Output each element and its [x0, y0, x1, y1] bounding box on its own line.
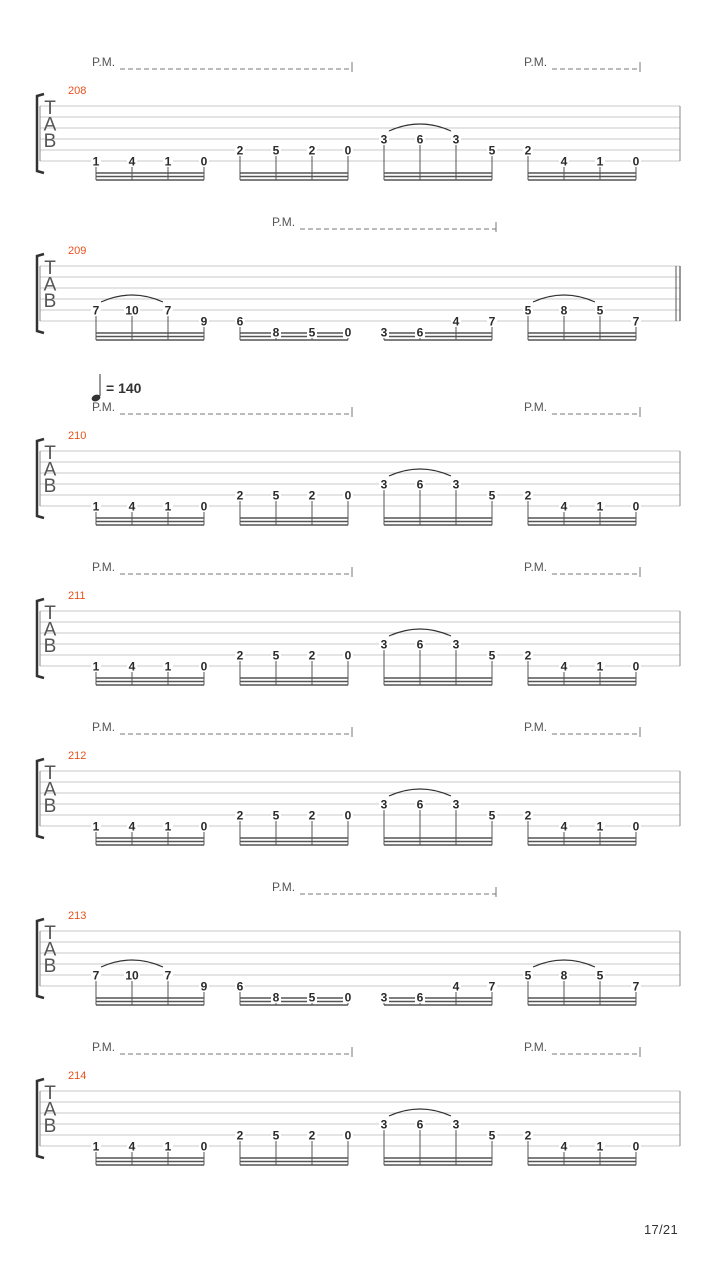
fret-number: 1 — [164, 819, 172, 834]
fret-number: 7 — [92, 303, 100, 318]
fret-number: 6 — [416, 477, 424, 492]
tab-clef-letter: T — [44, 763, 56, 784]
palm-mute-label: P.M. — [272, 880, 296, 894]
fret-number: 1 — [596, 154, 604, 169]
fret-number: 0 — [632, 1139, 640, 1154]
fret-number: 6 — [416, 132, 424, 147]
fret-number: 2 — [308, 808, 316, 823]
fret-number: 5 — [524, 303, 532, 318]
tab-clef-letter: T — [44, 98, 56, 119]
fret-number: 5 — [596, 968, 604, 983]
fret-number: 3 — [452, 132, 460, 147]
measure-number: 214 — [68, 1070, 87, 1082]
fret-number: 6 — [236, 979, 244, 994]
fret-number: 7 — [632, 979, 640, 994]
fret-number: 2 — [236, 488, 244, 503]
fret-number: 5 — [488, 143, 496, 158]
fret-number: 2 — [236, 1128, 244, 1143]
fret-number: 1 — [596, 659, 604, 674]
fret-number: 2 — [524, 648, 532, 663]
fret-number: 5 — [488, 808, 496, 823]
fret-number: 10 — [125, 303, 139, 318]
tab-clef-letter: A — [43, 459, 57, 481]
fret-number: 6 — [416, 1117, 424, 1132]
fret-number: 0 — [200, 819, 208, 834]
fret-number: 5 — [272, 648, 280, 663]
fret-number: 5 — [596, 303, 604, 318]
fret-number: 7 — [164, 968, 172, 983]
fret-number: 4 — [128, 154, 136, 169]
tab-clef-letter: B — [43, 291, 57, 312]
fret-number: 0 — [200, 1139, 208, 1154]
tab-clef-letter: A — [43, 114, 57, 136]
fret-number: 5 — [272, 143, 280, 158]
fret-number: 6 — [416, 637, 424, 652]
fret-number: 7 — [632, 314, 640, 329]
palm-mute-label: P.M. — [92, 400, 116, 414]
palm-mute-label: P.M. — [524, 400, 548, 414]
fret-number: 3 — [452, 637, 460, 652]
fret-number: 1 — [92, 819, 100, 834]
measure-number: 211 — [68, 590, 86, 602]
fret-number: 5 — [488, 488, 496, 503]
fret-number: 3 — [380, 477, 388, 492]
palm-mute-label: P.M. — [92, 720, 116, 734]
fret-number: 8 — [560, 968, 568, 983]
fret-number: 2 — [524, 1128, 532, 1143]
fret-number: 7 — [164, 303, 172, 318]
fret-number: 0 — [344, 808, 352, 823]
measure-number: 210 — [68, 430, 87, 442]
fret-number: 1 — [164, 499, 172, 514]
tab-clef-letter: B — [43, 1116, 57, 1137]
fret-number: 2 — [236, 648, 244, 663]
fret-number: 0 — [344, 1128, 352, 1143]
fret-number: 4 — [560, 499, 568, 514]
fret-number: 1 — [92, 659, 100, 674]
tab-clef-letter: A — [43, 274, 57, 296]
tab-clef-letter: T — [44, 923, 56, 944]
fret-number: 7 — [488, 314, 496, 329]
fret-number: 4 — [128, 1139, 136, 1154]
fret-number: 2 — [308, 648, 316, 663]
fret-number: 8 — [272, 990, 280, 1005]
measure-number: 212 — [68, 750, 87, 762]
fret-number: 2 — [308, 1128, 316, 1143]
fret-number: 3 — [380, 990, 388, 1005]
fret-number: 3 — [452, 477, 460, 492]
fret-number: 3 — [380, 797, 388, 812]
fret-number: 0 — [632, 659, 640, 674]
tab-clef-letter: A — [43, 619, 57, 641]
fret-number: 9 — [200, 314, 208, 329]
palm-mute-label: P.M. — [524, 55, 548, 69]
measure-number: 208 — [68, 85, 87, 97]
tab-clef-letter: B — [43, 636, 57, 657]
fret-number: 4 — [560, 819, 568, 834]
fret-number: 3 — [380, 325, 388, 340]
palm-mute-label: P.M. — [92, 1040, 116, 1054]
fret-number: 1 — [92, 154, 100, 169]
palm-mute-label: P.M. — [92, 55, 116, 69]
fret-number: 1 — [596, 499, 604, 514]
fret-number: 5 — [308, 990, 316, 1005]
fret-number: 9 — [200, 979, 208, 994]
tab-clef-letter: T — [44, 603, 56, 624]
fret-number: 5 — [308, 325, 316, 340]
palm-mute-label: P.M. — [524, 1040, 548, 1054]
fret-number: 3 — [452, 797, 460, 812]
palm-mute-label: P.M. — [92, 560, 116, 574]
page-number: 17/21 — [643, 1222, 678, 1237]
fret-number: 1 — [164, 659, 172, 674]
fret-number: 4 — [560, 154, 568, 169]
fret-number: 2 — [236, 808, 244, 823]
fret-number: 2 — [524, 488, 532, 503]
fret-number: 6 — [416, 990, 424, 1005]
fret-number: 4 — [128, 499, 136, 514]
measure-number: 209 — [68, 245, 87, 257]
measure-number: 213 — [68, 910, 87, 922]
fret-number: 3 — [380, 132, 388, 147]
fret-number: 5 — [524, 968, 532, 983]
fret-number: 7 — [488, 979, 496, 994]
fret-number: 2 — [236, 143, 244, 158]
fret-number: 10 — [125, 968, 139, 983]
fret-number: 4 — [452, 314, 460, 329]
fret-number: 1 — [92, 1139, 100, 1154]
fret-number: 0 — [344, 990, 352, 1005]
fret-number: 5 — [272, 808, 280, 823]
fret-number: 0 — [344, 143, 352, 158]
tab-clef-letter: A — [43, 939, 57, 961]
fret-number: 1 — [596, 1139, 604, 1154]
tab-clef-letter: T — [44, 443, 56, 464]
fret-number: 4 — [452, 979, 460, 994]
fret-number: 2 — [308, 488, 316, 503]
palm-mute-label: P.M. — [524, 560, 548, 574]
fret-number: 2 — [524, 143, 532, 158]
tempo-marking: = 140 — [106, 380, 142, 396]
fret-number: 1 — [92, 499, 100, 514]
fret-number: 0 — [200, 659, 208, 674]
tab-clef-letter: B — [43, 796, 57, 817]
fret-number: 8 — [272, 325, 280, 340]
fret-number: 0 — [344, 648, 352, 663]
tab-clef-letter: B — [43, 131, 57, 152]
fret-number: 8 — [560, 303, 568, 318]
fret-number: 4 — [128, 819, 136, 834]
fret-number: 4 — [560, 1139, 568, 1154]
fret-number: 5 — [272, 488, 280, 503]
fret-number: 0 — [200, 499, 208, 514]
fret-number: 0 — [344, 325, 352, 340]
fret-number: 3 — [380, 637, 388, 652]
tab-clef-letter: A — [43, 1099, 57, 1121]
tab-clef-letter: B — [43, 476, 57, 497]
fret-number: 1 — [164, 154, 172, 169]
fret-number: 1 — [596, 819, 604, 834]
fret-number: 6 — [416, 325, 424, 340]
fret-number: 2 — [524, 808, 532, 823]
tab-clef-letter: B — [43, 956, 57, 977]
fret-number: 0 — [200, 154, 208, 169]
fret-number: 3 — [452, 1117, 460, 1132]
fret-number: 4 — [128, 659, 136, 674]
fret-number: 4 — [560, 659, 568, 674]
fret-number: 6 — [416, 797, 424, 812]
fret-number: 6 — [236, 314, 244, 329]
fret-number: 5 — [272, 1128, 280, 1143]
tab-clef-letter: T — [44, 1083, 56, 1104]
fret-number: 3 — [380, 1117, 388, 1132]
fret-number: 5 — [488, 1128, 496, 1143]
fret-number: 0 — [632, 499, 640, 514]
palm-mute-label: P.M. — [272, 215, 296, 229]
fret-number: 5 — [488, 648, 496, 663]
fret-number: 2 — [308, 143, 316, 158]
palm-mute-label: P.M. — [524, 720, 548, 734]
tab-clef-letter: T — [44, 258, 56, 279]
fret-number: 0 — [632, 154, 640, 169]
fret-number: 7 — [92, 968, 100, 983]
fret-number: 1 — [164, 1139, 172, 1154]
fret-number: 0 — [632, 819, 640, 834]
fret-number: 0 — [344, 488, 352, 503]
tab-clef-letter: A — [43, 779, 57, 801]
